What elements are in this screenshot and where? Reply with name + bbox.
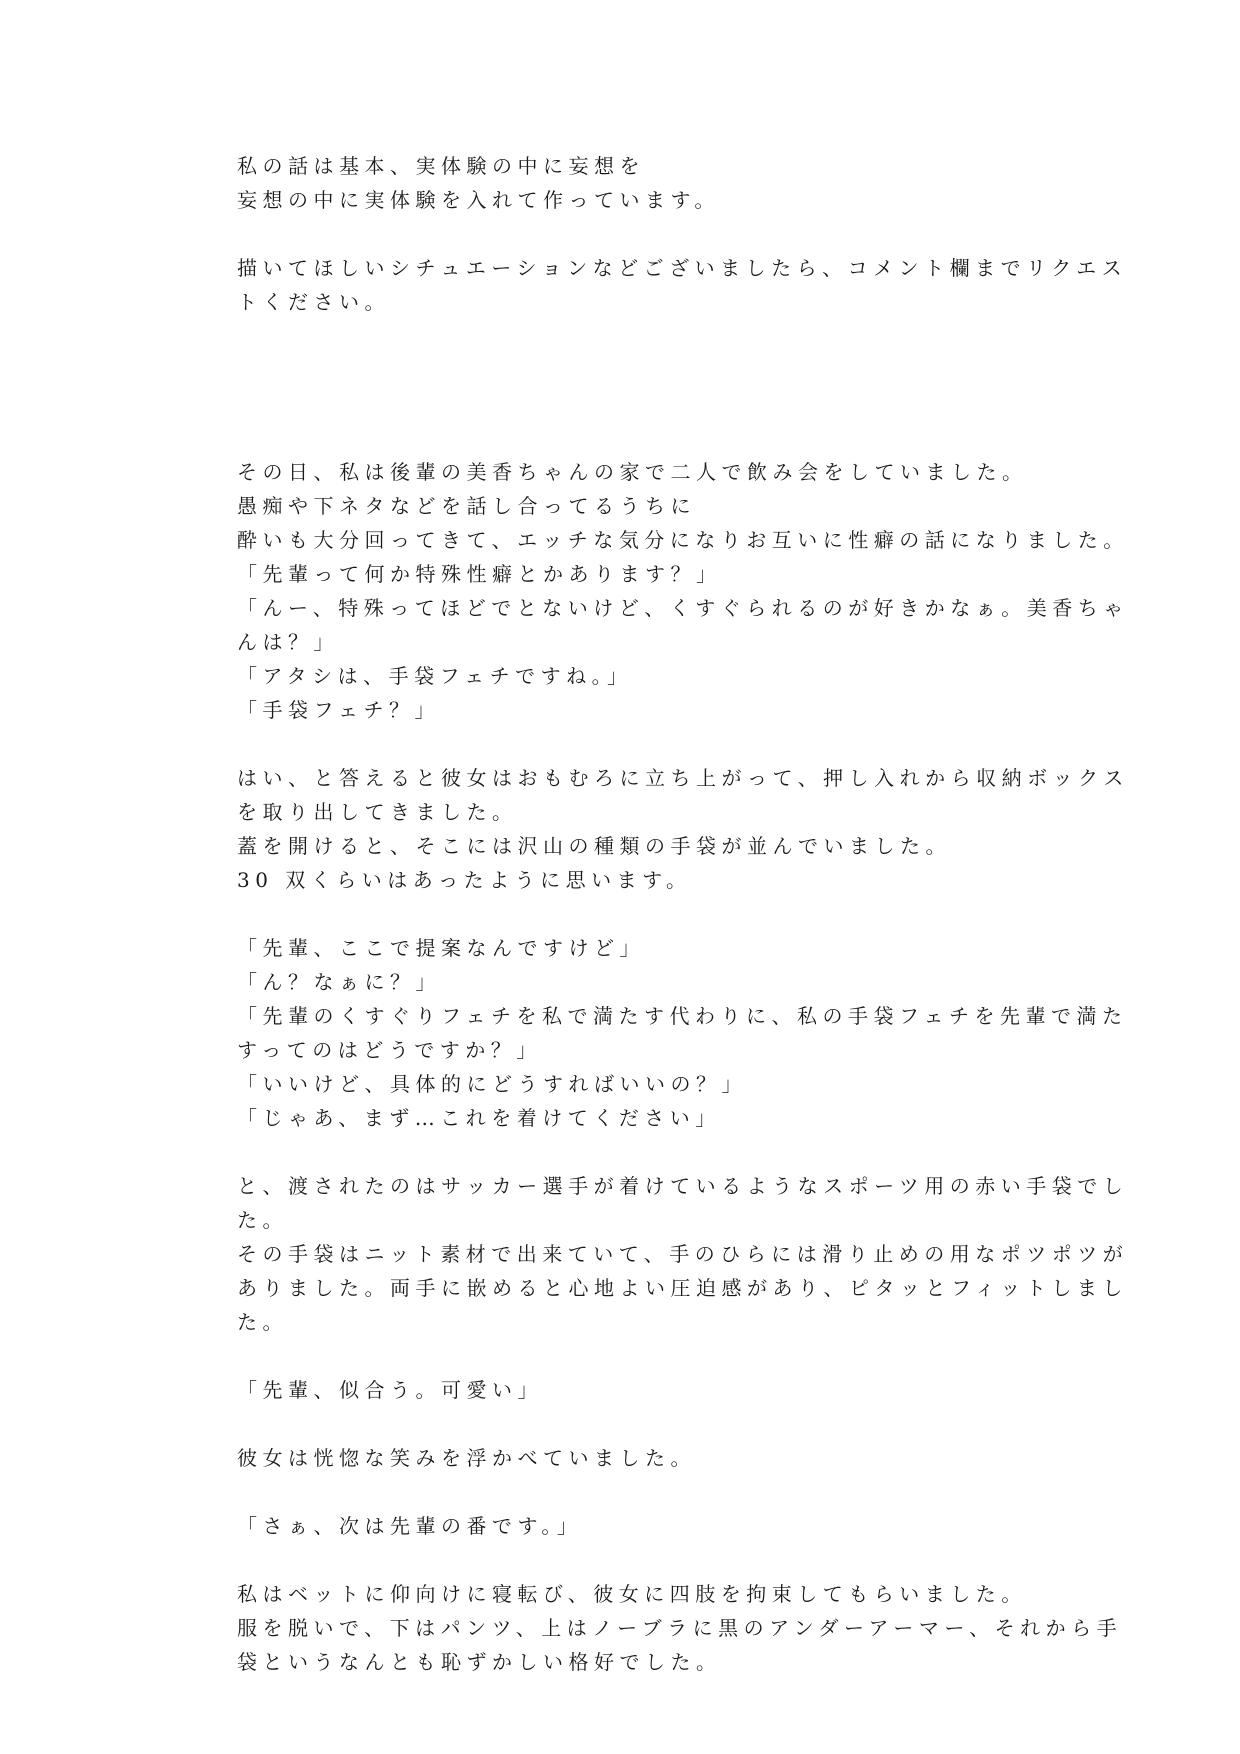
text-line: 服を脱いで、下はパンツ、上はノーブラに黒のアンダーアーマー、それから手 [237, 1616, 1123, 1640]
story-text [237, 149, 1129, 1679]
text-line: 酔いも大分回ってきて、エッチな気分になりお互いに性癖の話になりました。 [237, 528, 1129, 552]
text-line: 蓋を開けると、そこには沢山の種類の手袋が並んでいました。 [237, 834, 951, 858]
text-line: 「じゃあ、まず…これを着けてください」 [237, 1106, 721, 1130]
text-line: 妄想の中に実体験を入れて作っています。 [237, 188, 720, 212]
text-line: 「さぁ、次は先輩の番です。」 [237, 1514, 583, 1538]
text-line: すってのはどうですか？」 [237, 1038, 542, 1062]
text-line: 「んー、特殊ってほどでとないけど、くすぐられるのが好きかなぁ。美香ちゃ [237, 596, 1129, 620]
text-line: 30 双くらいはあったように思います。 [237, 868, 692, 892]
text-line: 「先輩のくすぐりフェチを私で満たす代わりに、私の手袋フェチを先輩で満た [237, 1004, 1128, 1028]
text-line: 「いいけど、具体的にどうすればいいの？」 [237, 1072, 747, 1096]
text-line: た。 [237, 1208, 288, 1232]
text-line: んは？」 [237, 630, 339, 654]
text-line: 愚痴や下ネタなどを話し合ってるうちに [237, 494, 696, 518]
text-line: を取り出してきました。 [237, 800, 518, 824]
text-line: トください。 [237, 290, 390, 314]
text-line: 袋というなんとも恥ずかしい格好でした。 [237, 1650, 722, 1674]
text-line: 「先輩って何か特殊性癖とかあります？」 [237, 562, 722, 586]
text-line: その日、私は後輩の美香ちゃんの家で二人で飲み会をしていました。 [237, 460, 1028, 484]
text-line: 私はベットに仰向けに寝転び、彼女に四肢を拘束してもらいました。 [237, 1582, 1027, 1606]
text-line: 「先輩、ここで提案なんですけど」 [237, 936, 645, 960]
text-line: 「先輩、似合う。可愛い」 [237, 1378, 543, 1402]
text-line: 描いてほしいシチュエーションなどございましたら、コメント欄までリクエス [237, 256, 1128, 280]
text-line: その手袋はニット素材で出来ていて、手のひらには滑り止めの用なポツポツが [237, 1242, 1129, 1266]
text-line: た。 [237, 1310, 288, 1334]
text-line: と、渡されたのはサッカー選手が着けているようなスポーツ用の赤い手袋でし [237, 1174, 1129, 1198]
text-line: ありました。両手に嵌めると心地よい圧迫感があり、ピタッとフィットしまし [237, 1276, 1128, 1300]
text-line: 「ん？なぁに？」 [237, 970, 441, 994]
text-line: 私の話は基本、実体験の中に妄想を [237, 154, 645, 178]
text-line: 彼女は恍惚な笑みを浮かべていました。 [237, 1446, 696, 1470]
text-line: 「アタシは、手袋フェチですね。」 [237, 664, 633, 688]
text-line: はい、と答えると彼女はおもむろに立ち上がって、押し入れから収納ボックス [237, 766, 1129, 790]
text-line: 「手袋フェチ？」 [237, 698, 440, 722]
